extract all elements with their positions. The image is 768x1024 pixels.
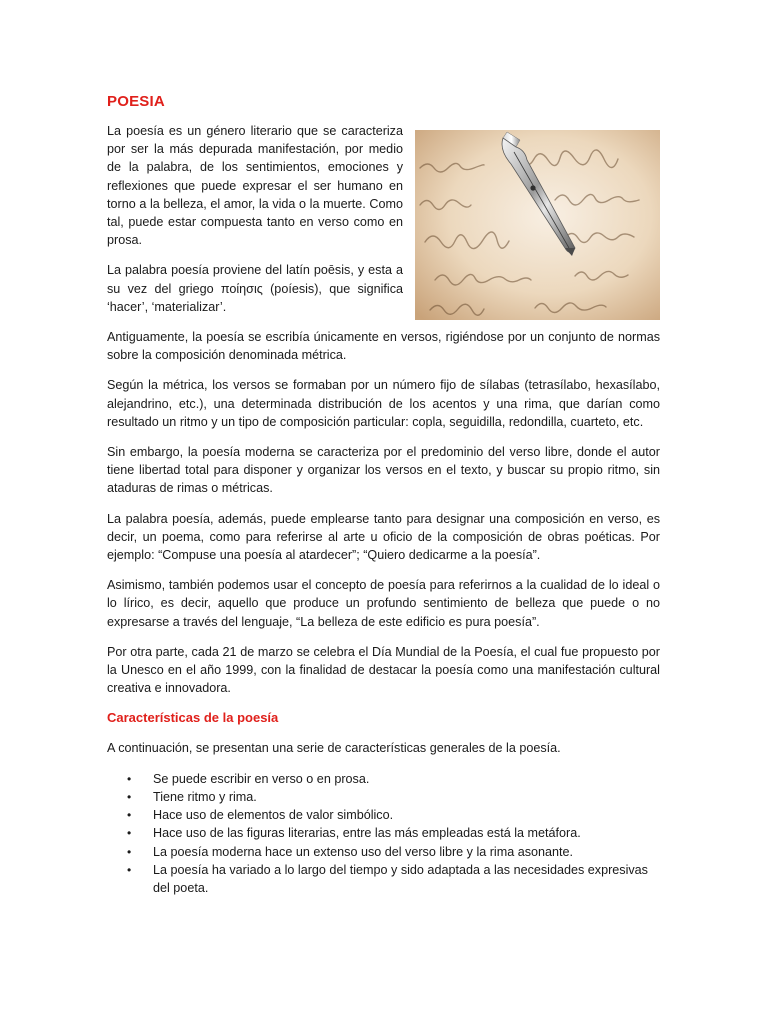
body-paragraph: Antiguamente, la poesía se escribía únicamente en versos, rigiéndose por un conjunto de normas sobre la composición denominada métrica.: [107, 330, 660, 363]
body-paragraph: Sin embargo, la poesía moderna se caracteriza por el predominio del verso libre, donde el autor tiene libertad total para disponer y organizar los versos en el texto, y buscar su propio ritmo, sin ataduras de rimas o métricas.: [107, 445, 660, 496]
list-item: [107, 770, 660, 788]
document-content: [107, 90, 660, 897]
body-paragraph: Por otra parte, cada 21 de marzo se celebra el Día Mundial de la Poesía, el cual fue propuesto por la Unesco en el año 1999, con la finalidad de destacar la poesía como una manifestación cultural creativa e innovadora.: [107, 644, 660, 696]
bullet-icon: •: [127, 844, 132, 859]
bullet-icon: •: [127, 808, 132, 823]
document-title: POESIA: [107, 93, 165, 110]
section-intro: A continuación, se presentan una serie de características generales de la poesía.: [107, 741, 561, 756]
fountain-pen-image: [415, 130, 660, 320]
intro-paragraph-2: La palabra poesía proviene del latín poēsis, y esta a su vez del griego ποίησις (poíesis), que significa ‘hacer’, ‘materializar’.: [107, 263, 403, 314]
body-paragraph: Según la métrica, los versos se formaban por un número fijo de sílabas (tetrasílabo, hexasílabo, alejandrino, etc.), una determinada distribución de los acentos y una rima, que darían como resultado un ritmo y un tipo de composición particular: copla, seguidilla, redondilla, cuarteto, etc.: [107, 378, 660, 429]
list-item-text: Hace uso de elementos de valor simbólico.: [153, 808, 394, 823]
bullet-icon: •: [127, 862, 132, 877]
body-paragraph: Asimismo, también podemos usar el concepto de poesía para referirnos a la cualidad de lo ideal o lo lírico, es decir, aquello que produce un profundo sentimiento de belleza que puede o no expresarse a través del lenguaje, “La belleza de este edificio es pura poesía”.: [107, 578, 660, 629]
list-item-text: La poesía ha variado a lo largo del tiempo y sido adaptada a las necesidades expresivas del poeta.: [153, 862, 648, 895]
intro-paragraph-1: La poesía es un género literario que se caracteriza por ser la más depurada manifestación, por medio de la palabra, de los sentimientos, emociones y reflexiones que puede expresar el ser humano en torno a la belleza, el amor, la vida o la muerte. Como tal, puede estar compuesta tanto en verso como en prosa.: [107, 124, 403, 248]
fountain-pen-icon: [415, 130, 660, 320]
list-item-text: Hace uso de las figuras literarias, entre las más empleadas está la metáfora.: [153, 826, 581, 841]
list-item: [107, 788, 660, 806]
bullet-icon: •: [127, 771, 132, 786]
list-item: [107, 806, 660, 824]
section-title: Características de la poesía: [107, 710, 279, 726]
list-item: [107, 843, 660, 861]
list-item-text: Se puede escribir en verso o en prosa.: [153, 771, 370, 786]
list-item-text: Tiene ritmo y rima.: [153, 789, 257, 804]
list-item-text: La poesía moderna hace un extenso uso del verso libre y la rima asonante.: [153, 844, 574, 859]
list-item: [107, 861, 660, 897]
features-list: [107, 770, 660, 897]
body-paragraph: La palabra poesía, además, puede emplearse tanto para designar una composición en verso, es decir, un poema, como para referirse al arte u oficio de la composición de obras poéticas. Por ejemplo: “Compuse una poesía al atardecer”; “Quiero dedicarme a la poesía”.: [107, 511, 660, 563]
list-item: [107, 824, 660, 842]
bullet-icon: •: [127, 826, 132, 841]
bullet-icon: •: [127, 789, 132, 804]
